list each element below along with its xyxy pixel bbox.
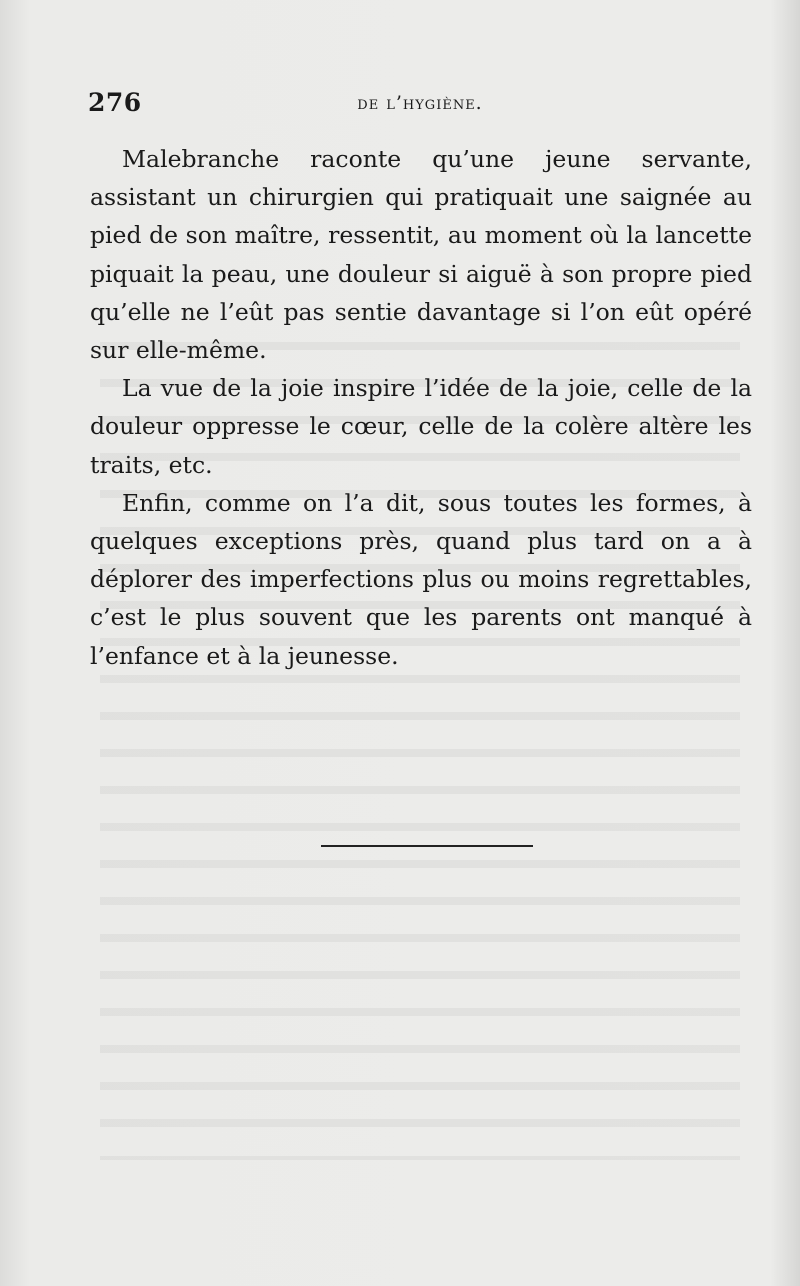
section-end-rule xyxy=(321,845,533,847)
page-header xyxy=(88,88,752,128)
page-number: 276 xyxy=(88,88,142,117)
paragraph-1: Malebranche raconte qu’une jeune servante, assistant un chirurgien qui pratiquait une saignée au pied de son maître, ressentit, au moment où la lancette piquait la peau, une douleur si aiguë à son propre pied qu’elle ne l’eût pas sentie davantage si l’on eût opéré sur elle-même. xyxy=(90,145,752,365)
paragraph-3: Enfin, comme on l’a dit, sous toutes les formes, à quelques exceptions près, quand plus tard on a à déplorer des imperfections plus ou moins regrettables, c’est le plus souvent que les parents ont manqué à l’enfance et à la jeunesse. xyxy=(90,488,752,670)
paragraph-2: La vue de la joie inspire l’idée de la joie, celle de la douleur oppresse le cœur, celle de la colère altère les traits, etc. xyxy=(90,374,752,479)
body-text xyxy=(90,140,752,675)
running-head: de l’hygiène. xyxy=(357,92,483,114)
